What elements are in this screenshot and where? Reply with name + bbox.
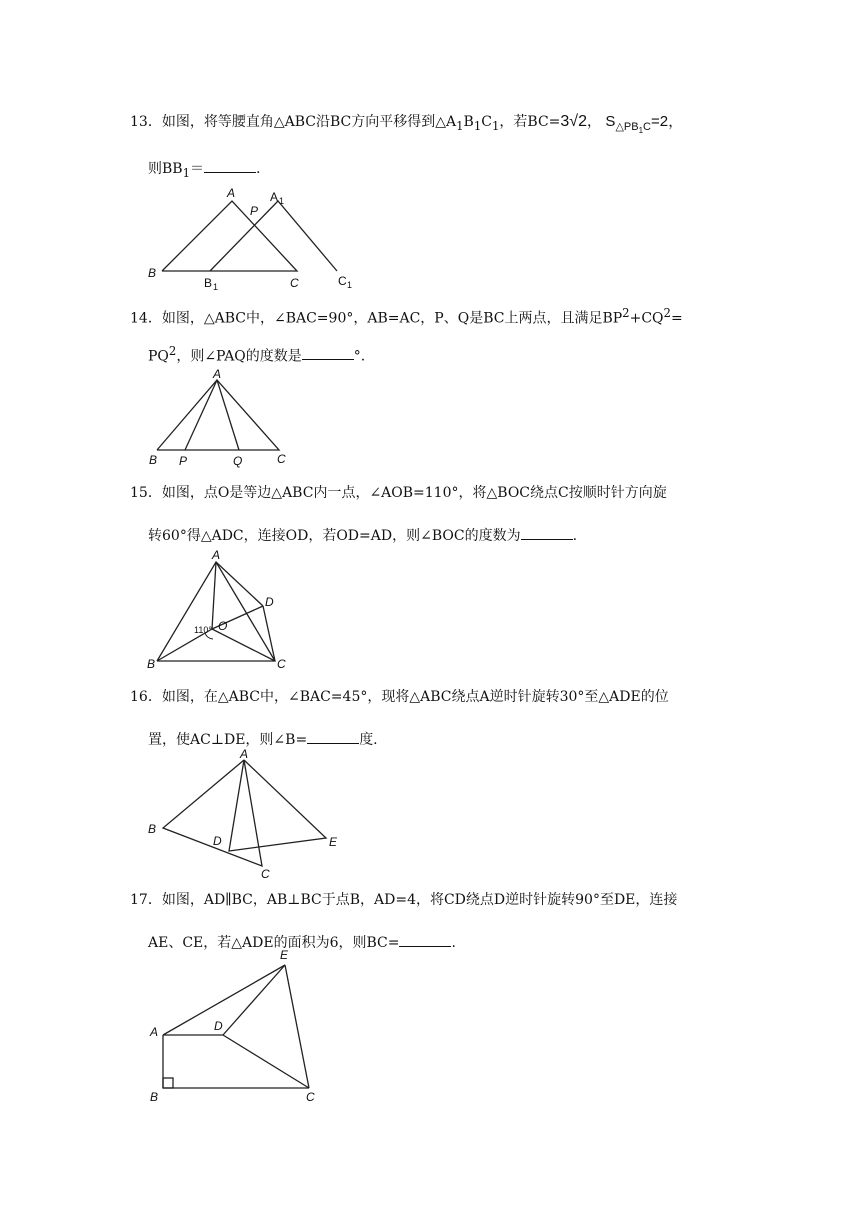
label-C: C [290,276,299,290]
label-A1: A [270,190,279,204]
label-P: P [250,204,259,218]
label-C: C [277,657,286,671]
answer-blank [307,730,359,744]
question-13-line2: 则$BB_1=$ . [148,161,261,180]
segment-ad [216,562,263,606]
triangle-abc [157,562,275,661]
answer-blank [521,526,573,540]
label-A: A [227,186,236,200]
answer-blank [399,933,451,947]
question-14-line2: $PQ^2$，则∠PAQ的度数是 °. [148,343,366,365]
right-angle-mark [163,1078,173,1088]
segment-de [223,965,285,1035]
question-17-line2: AE、CE，若△ADE的面积为6，则BC= . [148,935,456,951]
label-C1-sub: 1 [347,280,353,290]
question-16 [130,687,740,750]
question-17 [130,890,740,953]
segment-ao [212,562,216,629]
label-D: D [214,1019,223,1033]
figure-15 [143,548,303,678]
question-17-line1: 17．如图，AD∥BC，AB⊥BC于点B，AD=4，将CD绕点D逆时针旋转90°至DE，连接 [130,892,678,908]
triangle-abc [157,380,279,450]
question-14 [130,303,740,366]
label-A: A [150,1025,159,1039]
label-B: B [147,657,156,671]
triangle-a1b1c1 [210,201,337,271]
question-13-line1: 13．如图，将等腰直角△ABC沿BC方向平移得到$\triangle A_1B_1C_1$，若BC=3√2， $S_{\triangle PB_1C}=2$， [130,113,684,136]
question-15 [130,483,740,546]
label-B: B [148,822,157,836]
answer-blank [204,159,256,173]
label-A: A [240,747,249,761]
label-C: C [306,1090,315,1104]
figure-14 [143,368,303,468]
label-B1: B [204,276,213,290]
label-E: E [280,948,289,962]
triangle-abc [163,760,262,866]
area-expression: $S_{\triangle PB_1C}=2$， [605,113,684,136]
label-C1: C [338,274,347,288]
label-C: C [277,452,286,466]
label-B: B [149,453,158,467]
question-15-line1: 15．如图，点O是等边△ABC内一点，∠AOB=110°，将△BOC绕点C按顺时针方向旋 [130,485,667,501]
label-O: O [218,619,228,633]
label-A: A [213,367,222,381]
segment-aq [217,380,239,450]
label-C: C [261,867,270,881]
label-Q: Q [233,454,243,468]
question-16-line2: 置，使AC⊥DE，则∠B= 度. [148,732,378,748]
segment-dc [263,606,275,661]
bc-value: 3√2 [560,113,587,130]
segment-dc [223,1035,309,1088]
figure-13 [140,185,370,290]
label-E: E [329,835,338,849]
triangle-ade [229,760,326,851]
triangle-abc [162,201,297,271]
label-angle: 110° [194,625,212,635]
label-B1-sub: 1 [213,282,219,292]
segment-ec [285,965,309,1088]
label-B: B [150,1090,159,1104]
question-14-line1: 14．如图，△ABC中，∠BAC=90°，AB=AC，P、Q是BC上两点，且满足$BP^2+CQ^2=$ [130,306,683,327]
label-D: D [213,834,222,848]
segment-ae [163,965,285,1035]
label-A1-sub: 1 [279,196,285,206]
label-D: D [265,595,274,609]
label-B: B [148,266,157,280]
segment-ap [185,380,217,450]
question-13 [130,112,740,183]
figure-16 [143,748,353,883]
question-15-line2: 转60°得△ADC，连接OD，若OD=AD，则∠BOC的度数为 . [148,528,578,544]
figure-17 [143,945,343,1105]
answer-blank [302,346,354,360]
question-16-line1: 16．如图，在△ABC中，∠BAC=45°，现将△ABC绕点A逆时针旋转30°至△ADE的位 [130,689,669,705]
label-P: P [179,454,188,468]
label-A: A [212,548,221,562]
